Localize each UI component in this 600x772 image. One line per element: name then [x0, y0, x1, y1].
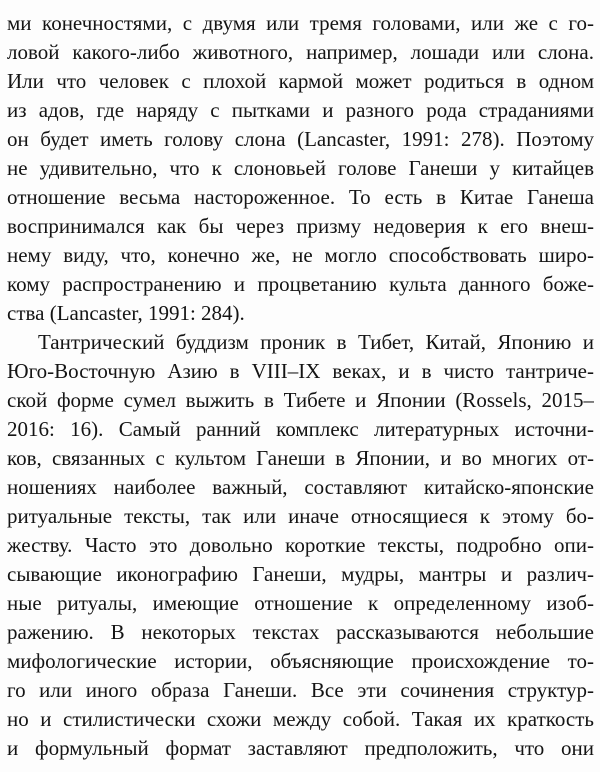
paragraph-1: [7, 9, 594, 328]
text-line: он будет иметь голову слона (Lancaster, 1991: 278). Поэтому: [7, 127, 594, 151]
text-line: ражению. В некоторых текстах рассказываются небольшие: [7, 620, 594, 644]
text-line: нему виду, что, конечно же, не могло способствовать широ-: [7, 243, 594, 267]
text-line: Или что человек с плохой кармой может родиться в одном: [7, 69, 594, 93]
text-line: сывающие иконографию Ганеши, мудры, мантры и различ-: [7, 562, 594, 586]
text-line: ков, связанных с культом Ганеши в Японии, и во многих от-: [7, 446, 594, 470]
text-line: ства (Lancaster, 1991: 284).: [7, 301, 245, 325]
text-line: не удивительно, что к слоновьей голове Ганеши у китайцев: [7, 156, 594, 180]
text-line: ные ритуалы, имеющие отношение к определенному изоб-: [7, 591, 594, 615]
text-line: ми конечностями, с двумя или тремя головами, или же с го-: [7, 11, 594, 35]
text-line: отношение весьма настороженное. То есть в Китае Ганеша: [7, 185, 594, 209]
text-line: но и стилистически схожи между собой. Такая их краткость: [7, 707, 594, 731]
text-line: и формульный формат заставляют предположить, что они: [7, 736, 594, 760]
text-line: го или иного образа Ганеши. Все эти сочинения структур-: [7, 678, 594, 702]
text-line: 2016: 16). Самый ранний комплекс литературных источни-: [7, 417, 594, 441]
text-line: жеству. Часто это довольно короткие тексты, подробно опи-: [7, 533, 594, 557]
text-line: ритуальные тексты, так или иначе относящиеся к этому бо-: [7, 504, 594, 528]
text-line: ской форме сумел выжить в Тибете и Японии (Rossels, 2015–: [7, 388, 594, 412]
text-line: ношениях наиболее важный, составляют китайско-японские: [7, 475, 594, 499]
text-line: из адов, где наряду с пытками и разного рода страданиями: [7, 98, 594, 122]
paragraph-2: [7, 328, 594, 763]
text-column: [7, 9, 594, 763]
text-line: кому распространению и процветанию культа данного боже-: [7, 272, 594, 296]
text-line: ловой какого-либо животного, например, лошади или слона.: [7, 40, 594, 64]
text-line: Тантрический буддизм проник в Тибет, Китай, Японию и: [38, 330, 594, 354]
text-line: воспринимался как бы через призму недоверия к его внеш-: [7, 214, 594, 238]
text-line: Юго-Восточную Азию в VIII–IX веках, и в чисто тантриче-: [7, 359, 594, 383]
text-line: мифологические истории, объясняющие происхождение то-: [7, 649, 594, 673]
